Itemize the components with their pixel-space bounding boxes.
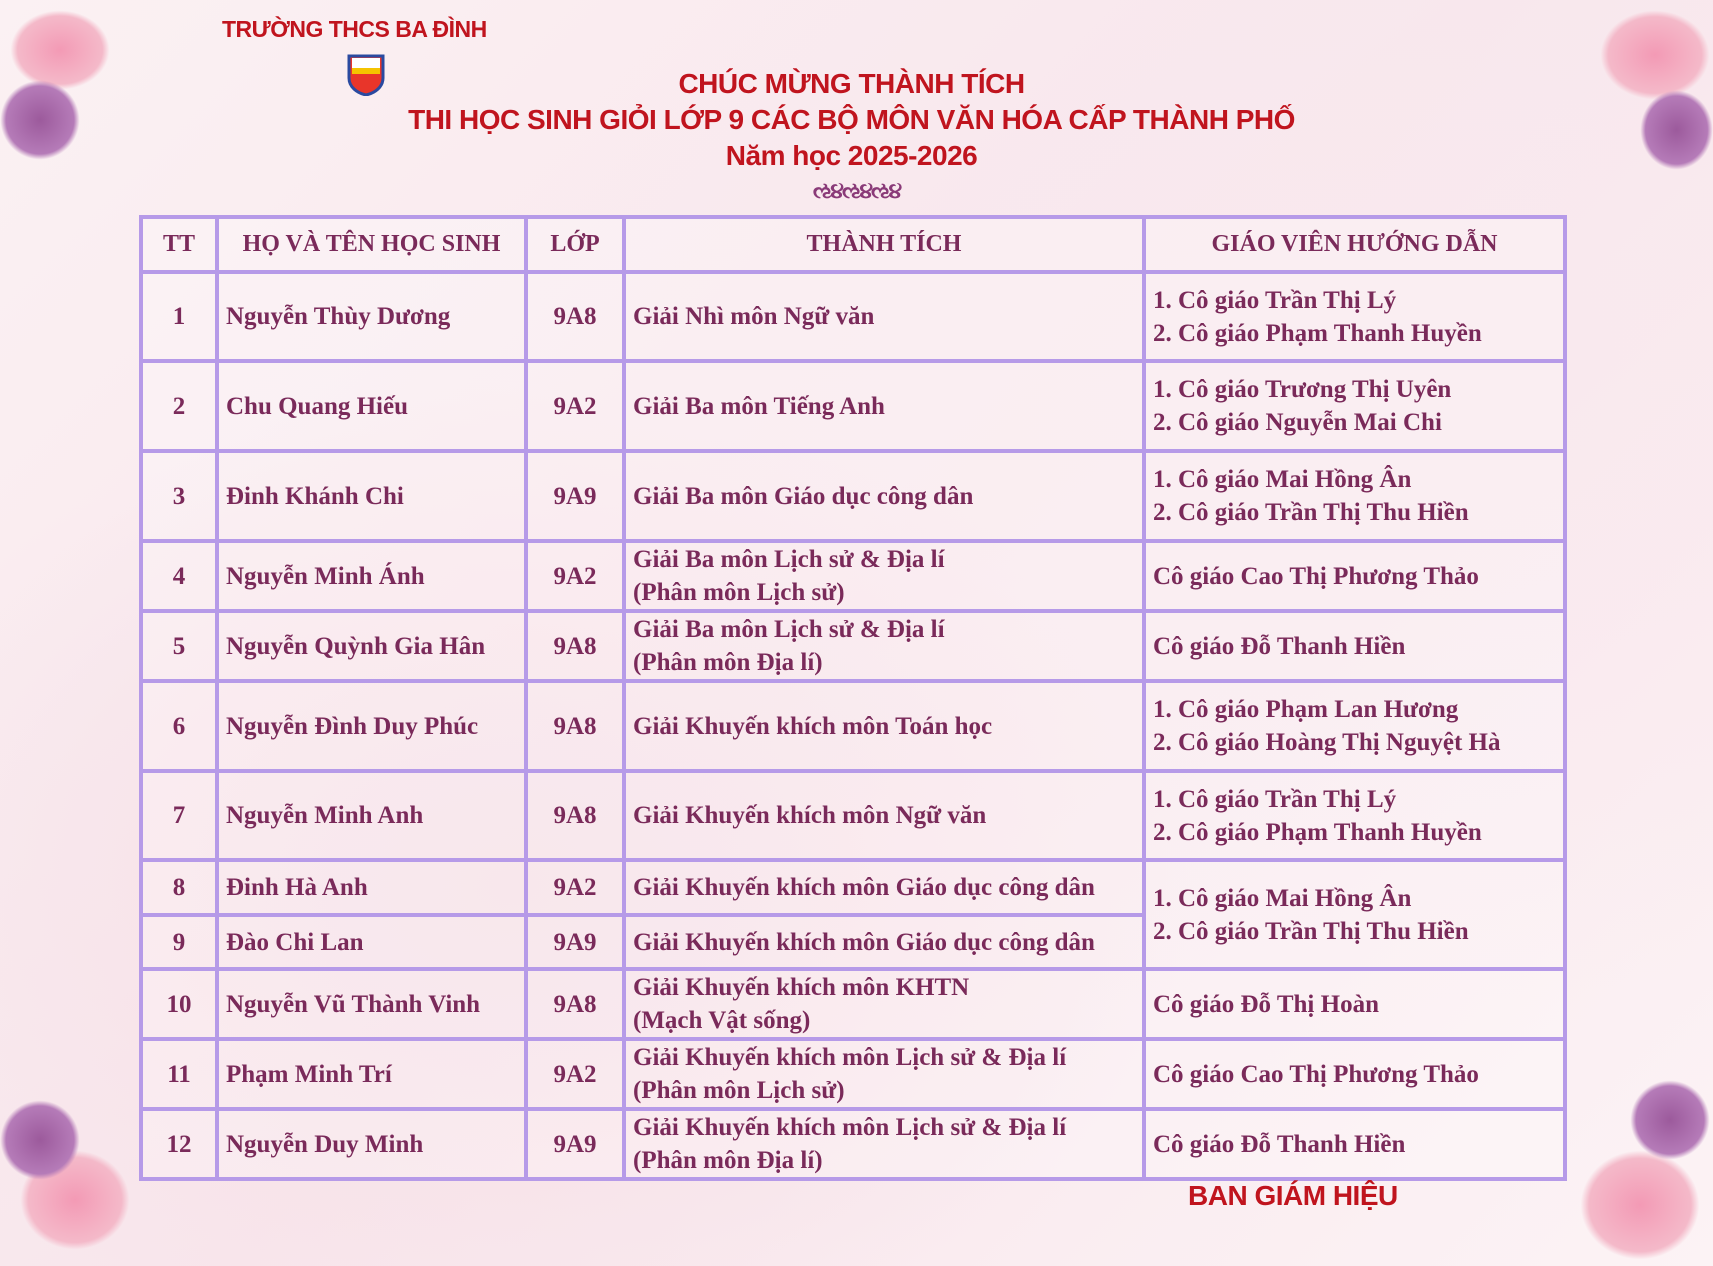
row-number: 9 [141,915,217,969]
teacher-line: 2. Cô giáo Trần Thị Thu Hiền [1153,917,1469,945]
student-class: 9A8 [526,969,624,1039]
student-class: 9A8 [526,611,624,681]
flower-decoration [1630,1080,1710,1160]
award [624,272,1144,361]
award-line: Giải Khuyến khích môn Giáo dục công dân [633,928,1095,956]
student-class: 9A8 [526,771,624,860]
ornament-divider: ઌ૪ઌ૪ઌ૪ [812,178,901,203]
student-name: Đinh Hà Anh [217,860,526,915]
award [624,451,1144,541]
award-line: Giải Ba môn Lịch sử & Địa lí [633,616,945,643]
student-class: 9A2 [526,1039,624,1109]
student-name: Đinh Khánh Chi [217,451,526,541]
student-name: Chu Quang Hiếu [217,361,526,451]
table-row [141,1109,1565,1179]
table-row [141,541,1565,611]
row-number: 11 [141,1039,217,1109]
student-name: Nguyễn Minh Ánh [217,541,526,611]
student-class: 9A9 [526,1109,624,1179]
award-line: Giải Khuyến khích môn Giáo dục công dân [633,874,1095,901]
teacher [1144,361,1565,451]
row-number: 6 [141,681,217,771]
teacher-line: 2. Cô giáo Phạm Thanh Huyền [1153,818,1482,846]
award [624,541,1144,611]
header-teacher: GIÁO VIÊN HƯỚNG DẪN [1144,217,1565,272]
student-class: 9A8 [526,272,624,361]
title-line-2: THI HỌC SINH GIỎI LỚP 9 CÁC BỘ MÔN VĂN HÓA CẤP THÀNH PHỐ [408,104,1295,135]
row-number: 2 [141,361,217,451]
table-row [141,1039,1565,1109]
flower-decoration [1580,1150,1700,1260]
title-line-1: CHÚC MỪNG THÀNH TÍCH [678,68,1025,99]
student-name: Nguyễn Duy Minh [217,1109,526,1179]
award [624,361,1144,451]
teacher-line: Cô giáo Đỗ Thanh Hiền [1153,1130,1406,1158]
teacher-line: Cô giáo Đỗ Thị Hoàn [1153,990,1379,1018]
award-line: Giải Khuyến khích môn KHTN [633,974,970,1001]
row-number: 7 [141,771,217,860]
award-line: Giải Khuyến khích môn Toán học [633,712,993,740]
teacher [1144,681,1565,771]
school-name: TRƯỜNG THCS BA ĐÌNH [222,16,487,42]
table-row [141,361,1565,451]
award [624,915,1144,969]
row-number: 8 [141,860,217,915]
row-number: 4 [141,541,217,611]
award-line: (Phân môn Lịch sử) [633,579,845,606]
student-name: Nguyễn Đình Duy Phúc [217,681,526,771]
student-class: 9A9 [526,451,624,541]
teacher [1144,272,1565,361]
teacher-line: Cô giáo Đỗ Thanh Hiền [1153,632,1406,660]
award [624,611,1144,681]
row-number: 10 [141,969,217,1039]
student-name: Nguyễn Thùy Dương [217,272,526,361]
teacher-line: 1. Cô giáo Trần Thị Lý [1153,286,1397,314]
teacher-line: 1. Cô giáo Mai Hồng Ân [1153,884,1412,912]
header-tt: TT [141,217,217,272]
award-line: (Phân môn Lịch sử) [633,1077,845,1104]
student-class: 9A2 [526,361,624,451]
flower-decoration [0,1100,80,1180]
teacher-line: 2. Cô giáo Nguyễn Mai Chi [1153,409,1442,436]
student-name: Phạm Minh Trí [217,1039,526,1109]
teacher-line: Cô giáo Cao Thị Phương Thảo [1153,1060,1479,1088]
table-row [141,860,1565,915]
award-line: Giải Khuyến khích môn Lịch sử & Địa lí [633,1044,1067,1071]
table-row [141,272,1565,361]
award-line: Giải Ba môn Lịch sử & Địa lí [633,546,945,573]
table-row [141,681,1565,771]
student-class: 9A2 [526,541,624,611]
student-class: 9A8 [526,681,624,771]
signature-label: BAN GIÁM HIỆU [1188,1180,1398,1211]
teacher-line: Cô giáo Cao Thị Phương Thảo [1153,562,1479,590]
teacher-line: 1. Cô giáo Trương Thị Uyên [1153,376,1452,403]
header-name: HỌ VÀ TÊN HỌC SINH [217,217,526,272]
award-line: Giải Nhì môn Ngữ văn [633,303,875,330]
teacher-line: 1. Cô giáo Mai Hồng Ân [1153,466,1412,493]
award [624,1109,1144,1179]
teacher-line: 1. Cô giáo Trần Thị Lý [1153,785,1397,813]
award [624,969,1144,1039]
award-line: Giải Khuyến khích môn Ngữ văn [633,802,987,829]
award-line: (Phân môn Địa lí) [633,649,823,676]
teacher [1144,541,1565,611]
student-name: Nguyễn Minh Anh [217,771,526,860]
teacher-line: 2. Cô giáo Phạm Thanh Huyền [1153,319,1482,347]
teacher [1144,451,1565,541]
award-line: Giải Khuyến khích môn Lịch sử & Địa lí [633,1114,1067,1141]
table-row [141,611,1565,681]
student-name: Nguyễn Vũ Thành Vinh [217,969,526,1039]
student-name: Đào Chi Lan [217,915,526,969]
award [624,860,1144,915]
row-number: 12 [141,1109,217,1179]
table-row [141,771,1565,860]
teacher [1144,611,1565,681]
header-class: LỚP [526,217,624,272]
teacher-line: 2. Cô giáo Hoàng Thị Nguyệt Hà [1153,729,1501,756]
award-line: Giải Ba môn Tiếng Anh [633,392,885,420]
row-number: 3 [141,451,217,541]
achievement-table [139,215,1567,1181]
header-award: THÀNH TÍCH [624,217,1144,272]
teacher [1144,771,1565,860]
award-line: (Phân môn Địa lí) [633,1147,823,1174]
award [624,771,1144,860]
award [624,1039,1144,1109]
student-class: 9A2 [526,860,624,915]
student-name: Nguyễn Quỳnh Gia Hân [217,611,526,681]
award-line: (Mạch Vật sống) [633,1007,811,1034]
table-row [141,969,1565,1039]
award-line: Giải Ba môn Giáo dục công dân [633,482,974,510]
teacher-line: 1. Cô giáo Phạm Lan Hương [1153,696,1459,723]
student-class: 9A9 [526,915,624,969]
teacher [1144,1039,1565,1109]
row-number: 1 [141,272,217,361]
teacher-line: 2. Cô giáo Trần Thị Thu Hiền [1153,499,1469,526]
table-row [141,451,1565,541]
award [624,681,1144,771]
school-year: Năm học 2025-2026 [725,140,978,171]
table-header-row [141,217,1565,272]
row-number: 5 [141,611,217,681]
teacher [1144,969,1565,1039]
teacher [1144,860,1565,969]
teacher [1144,1109,1565,1179]
